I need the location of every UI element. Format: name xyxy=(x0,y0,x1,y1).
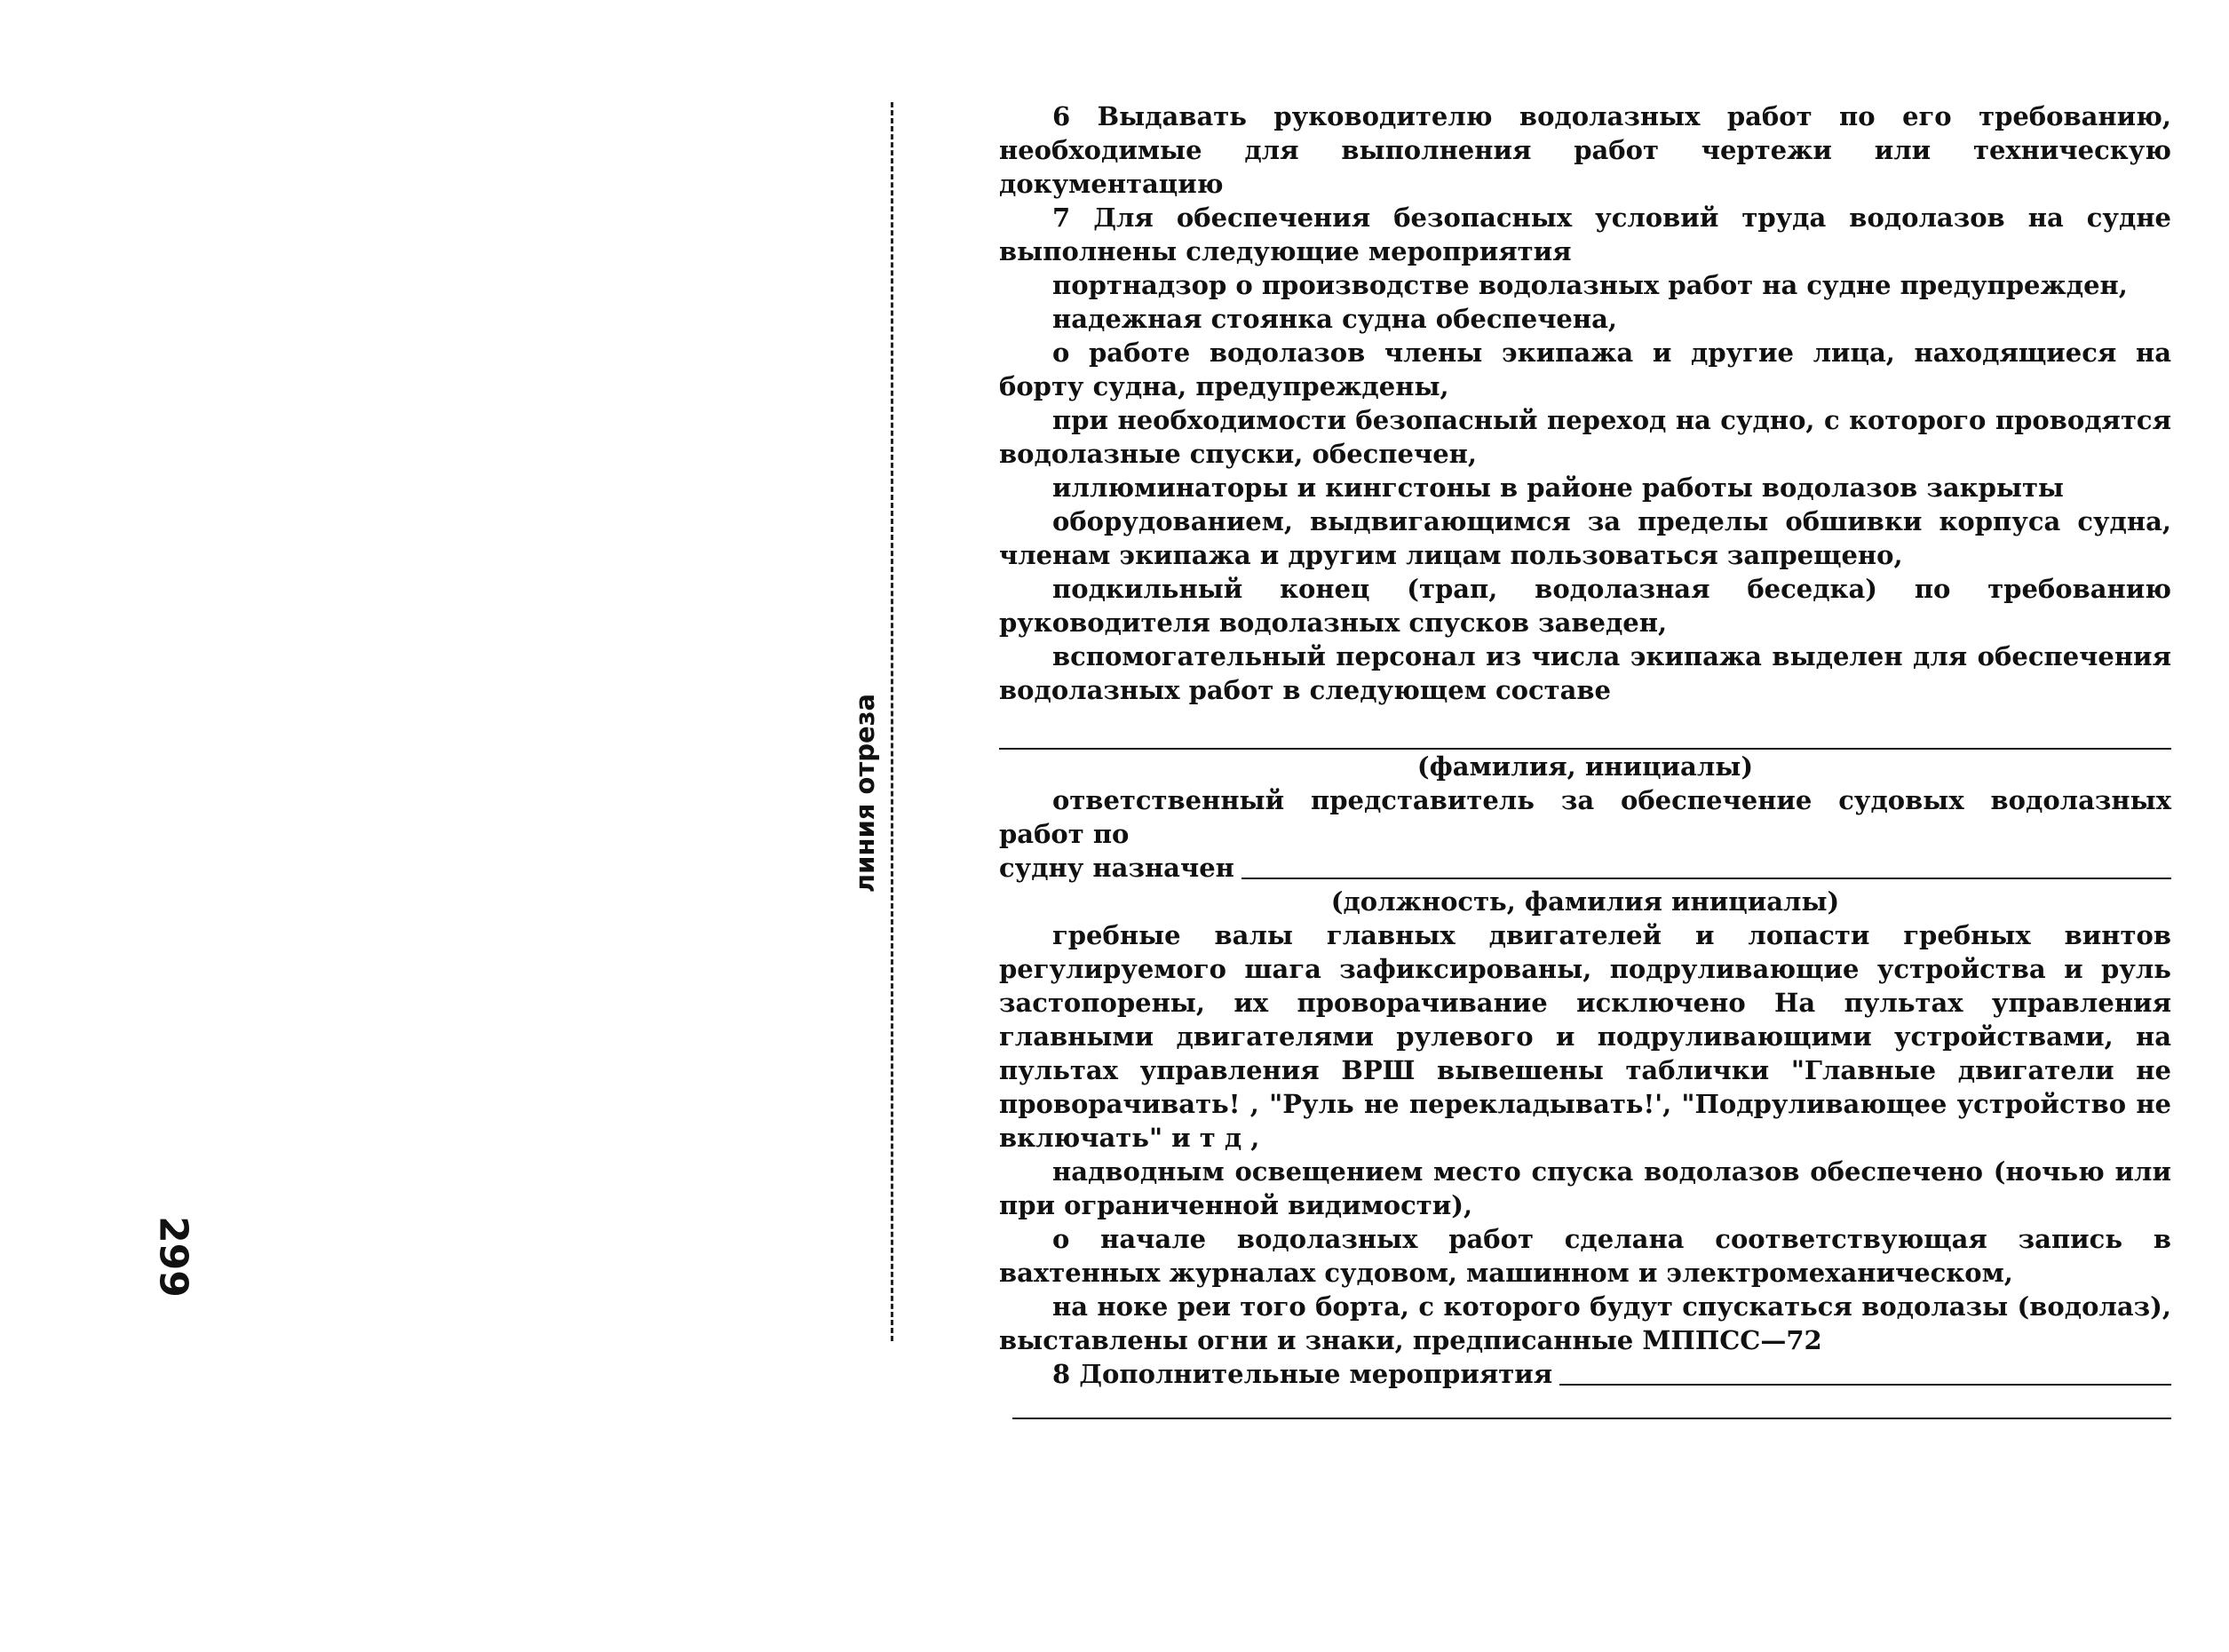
page-number-text: 299 xyxy=(150,1216,196,1298)
measure-item: при необходимости безопасный переход на судно, с которого проводятся водолазные спуски, обеспечен, xyxy=(999,405,2171,469)
cut-line xyxy=(891,102,893,1341)
responsible-appointed: судну назначен xyxy=(999,853,1234,883)
item-7: 7 Для обеспечения безопасных условий труда водолазов на судне выполнены следующие мероприятия xyxy=(999,203,2171,266)
measure-item: оборудованием, выдвигающимся за пределы обшивки корпуса судна, членам экипажа и другим лицам пользоваться запрещено, xyxy=(999,506,2171,570)
item-8: 8 Дополнительные мероприятия xyxy=(1052,1359,1553,1389)
measure-item: гребные валы главных двигателей и лопасти гребных винтов регулируемого шага зафиксированы, подруливающие устройства и руль застопорены, их проворачивание исключено На пультах управления главными двигателями рулевого и подруливающими устройствами, на пультах управления ВРШ вывешены таблички "Главные двигатели не проворачивать! , "Руль не перекладывать!', "Подруливающее устройство не включать" и т д , xyxy=(999,920,2171,1153)
measure-item: портнадзор о производстве водолазных работ на судне предупрежден, xyxy=(1052,270,2128,300)
item-8-fill-line xyxy=(1559,1384,2171,1386)
measure-item: на ноке реи того борта, с которого будут спускаться водолазы (водолаз), выставлены огни и знаки, предписанные МППСС—72 xyxy=(999,1291,2171,1355)
measure-item: надежная стоянка судна обеспечена, xyxy=(1052,304,1617,334)
names-caption: (фамилия, инициалы) xyxy=(1416,751,1754,782)
measure-item: надводным освещением место спуска водолазов обеспечено (ночью или при ограниченной видимости), xyxy=(999,1156,2171,1220)
additional-fill-line xyxy=(1012,1418,2171,1419)
measure-item: подкильный конец (трап, водолазная беседка) по требованию руководителя водолазных спусков заведен, xyxy=(999,574,2171,638)
measure-item: о работе водолазов члены экипажа и другие лица, находящиеся на борту судна, предупреждены, xyxy=(999,338,2171,401)
item-6: 6 Выдавать руководителю водолазных работ по его требованию, необходимые для выполнения работ чертежи или техническую документацию xyxy=(999,101,2171,199)
responsible-fill xyxy=(999,851,2171,885)
cut-line-label-text: линия отреза xyxy=(850,693,880,894)
measure-item: иллюминаторы и кингстоны в районе работы водолазов закрыты xyxy=(1052,473,2064,503)
measure-item: о начале водолазных работ сделана соответствующая запись в вахтенных журналах судовом, машинном и электромеханическом, xyxy=(999,1224,2171,1288)
responsible-fill-line xyxy=(1241,878,2171,879)
measure-item: вспомогательный персонал из числа экипажа выделен для обеспечения водолазных работ в следующем составе xyxy=(999,641,2171,705)
names-fill-line xyxy=(999,734,2171,750)
document-body xyxy=(999,99,2171,1419)
item-8-row xyxy=(999,1357,2171,1391)
position-caption: (должность, фамилия инициалы) xyxy=(1330,886,1840,917)
responsible-line: ответственный представитель за обеспечение судовых водолазных работ по xyxy=(999,785,2171,849)
